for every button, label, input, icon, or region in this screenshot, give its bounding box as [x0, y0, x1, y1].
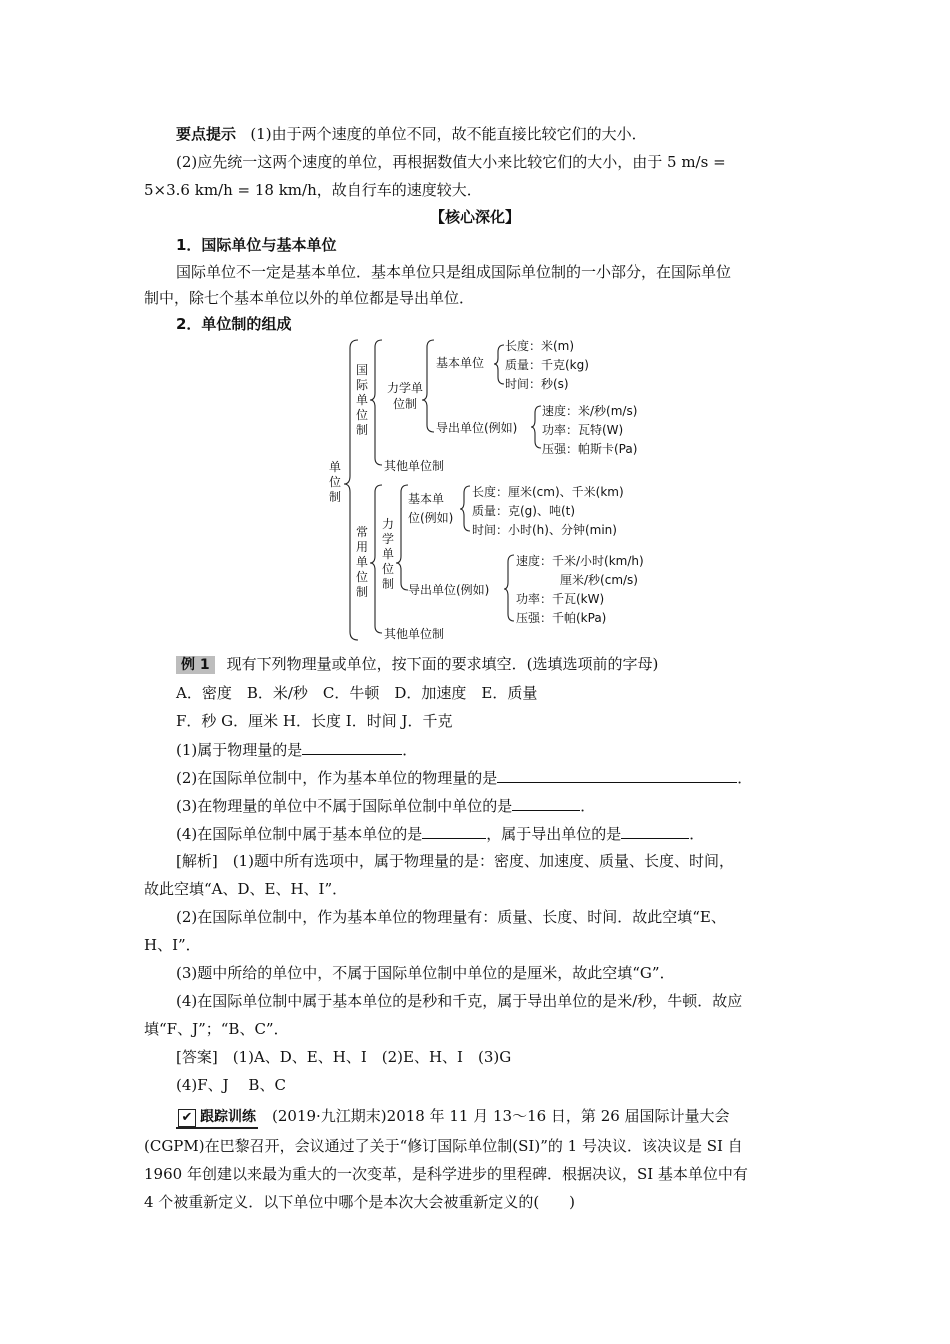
analysis-l4: H、I”． — [144, 936, 201, 954]
diagram-common-derived-3: 压强：千帕(kPa) — [516, 611, 607, 625]
follow-l2: (CGPM)在巴黎召开，会议通过了关于“修订国际单位制(SI)”的 1 号决议．该决议是 SI 自 — [144, 1137, 743, 1155]
diagram-common-base-2: 时间：小时(h)、分钟(min) — [472, 523, 617, 537]
bracket-common-base — [460, 486, 470, 531]
analysis-l2: 故此空填“A、D、E、H、I”． — [144, 880, 348, 898]
question-2: (2)在国际单位制中，作为基本单位的物理量的是 ． — [176, 769, 753, 787]
diagram-common: 常用单位制 — [355, 525, 368, 599]
diagram-intl-derived-2: 压强：帕斯卡(Pa) — [542, 442, 638, 456]
hint-p1: (1)由于两个速度的单位不同，故不能直接比较它们的大小． — [250, 125, 647, 143]
analysis-l7: 填“F、J”；“B、C”． — [144, 1020, 289, 1038]
diagram-intl-derived-1: 功率：瓦特(W) — [542, 423, 624, 437]
example-prompt: 现有下列物理量或单位，按下面的要求填空．(选填选项前的字母) — [226, 655, 659, 673]
diagram-intl-base-2: 时间：秒(s) — [505, 377, 569, 391]
analysis-l5: (3)题中所给的单位中，不属于国际单位制中单位的是厘米，故此空填“G”． — [176, 964, 675, 982]
hint-p2a: (2)应先统一这两个速度的单位，再根据数值大小来比较它们的大小，由于 5 m/s = — [176, 153, 726, 171]
analysis-l6: (4)在国际单位制中属于基本单位的是秒和千克，属于导出单位的是米/秒，牛顿．故应 — [176, 992, 743, 1010]
sec1-p1: 国际单位不一定是基本单位．基本单位只是组成国际单位制的一小部分，在国际单位 — [176, 263, 732, 281]
question-4: (4)在国际单位制中属于基本单位的是 ，属于导出单位的是 ． — [176, 825, 705, 843]
sec1-title: 1．国际单位与基本单位 — [176, 236, 337, 254]
question-1: (1)属于物理量的是 ． — [176, 741, 418, 759]
diagram-intl-mech: 力学单位制 — [386, 381, 423, 411]
answer-blank-1[interactable] — [302, 739, 402, 755]
diagram-common-other: 其他单位制 — [384, 627, 445, 641]
diagram-common-base-1: 质量：克(g)、吨(t) — [472, 504, 576, 518]
sec2-title: 2．单位制的组成 — [176, 315, 292, 333]
example-options-1: A．密度 B．米/秒 C．牛顿 D．加速度 E．质量 — [176, 684, 538, 702]
diagram-intl-derived: 导出单位(例如) — [436, 421, 518, 435]
bracket-intl-base — [494, 345, 504, 384]
answer-blank-4b[interactable] — [621, 823, 689, 839]
diagram-common-derived-2: 功率：千瓦(kW) — [516, 592, 605, 606]
answer-l2: (4)F、J B、C — [176, 1076, 286, 1094]
analysis-l1: [解析] (1)题中所有选项中，属于物理量的是：密度、加速度、质量、长度、时间， — [176, 852, 734, 870]
check-icon: ✔ — [178, 1109, 196, 1127]
follow-l1: (2019·九江期末)2018 年 11 月 13～16 日，第 26 届国际计量大会 — [272, 1107, 730, 1125]
example-badge: 例 1 — [176, 656, 215, 674]
sec1-p2: 制中，除七个基本单位以外的单位都是导出单位． — [144, 289, 475, 307]
question-3: (3)在物理量的单位中不属于国际单位制中单位的是 ． — [176, 797, 596, 815]
section-title: 【核心深化】 — [429, 208, 520, 226]
diagram-common-derived-0: 速度：千米/小时(km/h) — [516, 554, 644, 568]
diagram-intl-base: 基本单位 — [436, 356, 485, 370]
diagram-intl-other: 其他单位制 — [384, 459, 445, 473]
hint-label: 要点提示 — [176, 125, 237, 143]
diagram-intl-derived-0: 速度：米/秒(m/s) — [542, 404, 638, 418]
diagram-root: 单位制 — [328, 460, 341, 504]
diagram-common-derived: 导出单位(例如) — [408, 583, 490, 597]
answer-blank-3[interactable] — [512, 795, 580, 811]
diagram-common-base-l1: 基本单 — [408, 492, 445, 506]
answer-blank-2[interactable] — [497, 767, 737, 783]
diagram-common-base-0: 长度：厘米(cm)、千米(km) — [472, 485, 624, 499]
bracket-common-mech — [396, 485, 408, 590]
hint-p2b: 5×3.6 km/h = 18 km/h，故自行车的速度较大． — [144, 181, 482, 199]
answer-blank-4a[interactable] — [422, 823, 486, 839]
bracket-intl-derived — [531, 406, 541, 448]
example-prompt-line — [176, 654, 658, 674]
follow-tag: ✔ 跟踪训练 — [176, 1107, 258, 1129]
diagram-intl-base-1: 质量：千克(kg) — [505, 358, 589, 372]
diagram-intl-base-0: 长度：米(m) — [505, 339, 575, 353]
follow-l3: 1960 年创建以来最为重大的一次变革，是科学进步的里程碑．根据决议，SI 基本单位中有 — [144, 1165, 748, 1183]
bracket-common-derived — [504, 555, 514, 621]
example-options-2: F．秒 G．厘米 H．长度 I．时间 J．千克 — [176, 712, 453, 730]
diagram-common-derived-1: 厘米/秒(cm/s) — [560, 573, 638, 587]
analysis-l3: (2)在国际单位制中，作为基本单位的物理量有：质量、长度、时间．故此空填“E、 — [176, 908, 726, 926]
diagram-common-mech: 力学单位制 — [381, 517, 394, 591]
diagram-common-base-l2: 位(例如) — [408, 511, 454, 525]
answer-l1: [答案] (1)A、D、E、H、I (2)E、H、I (3)G — [176, 1048, 512, 1066]
follow-line-1 — [176, 1106, 730, 1129]
bracket-intl — [370, 340, 382, 465]
diagram-intl: 国际单位制 — [355, 363, 368, 437]
follow-l4: 4 个被重新定义．以下单位中哪个是本次大会被重新定义的( ) — [144, 1193, 576, 1211]
